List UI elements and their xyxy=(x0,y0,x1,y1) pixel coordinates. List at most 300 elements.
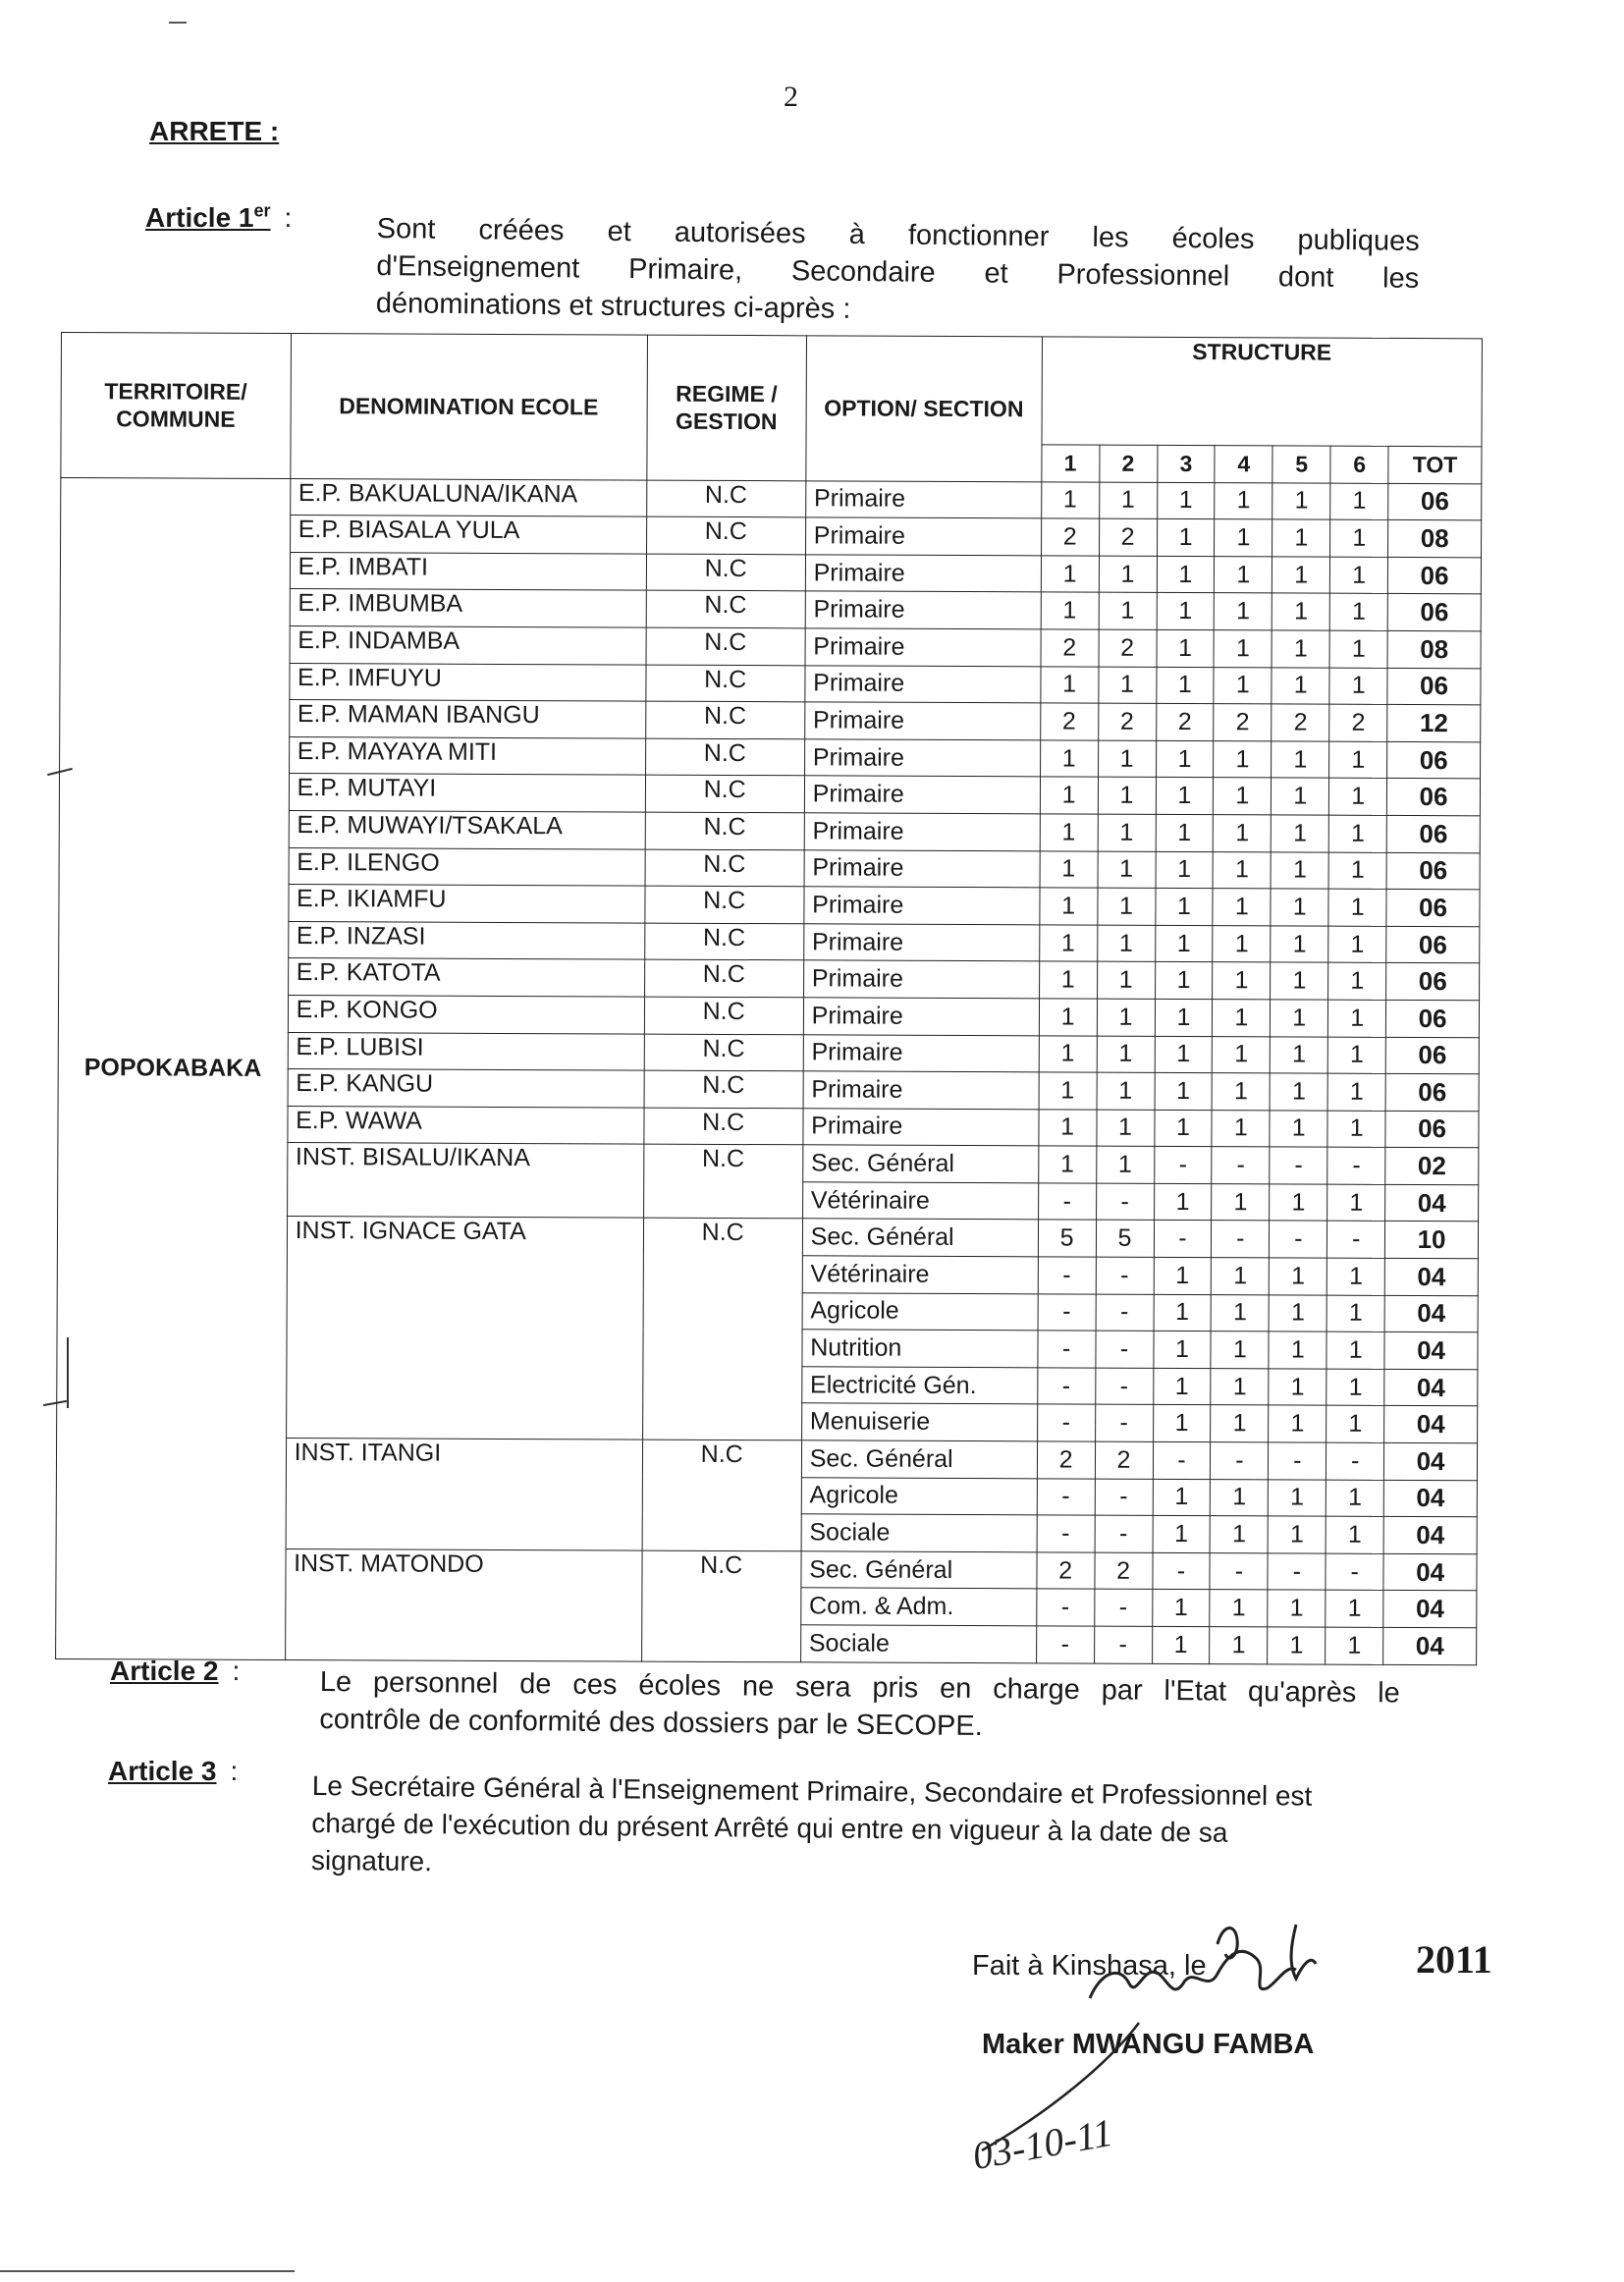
option-cell: Primaire xyxy=(804,702,1040,740)
scan-mark-top xyxy=(169,22,187,24)
article-1-line: Sont créées et autorisées à fonctionner les écoles publiques xyxy=(376,212,1420,257)
option-cell: Primaire xyxy=(805,517,1041,556)
total-cell: 10 xyxy=(1385,1222,1479,1259)
structure-cell-1: 1 xyxy=(1039,1035,1097,1072)
structure-cell-6: 1 xyxy=(1326,1295,1384,1332)
structure-cell-2: 1 xyxy=(1098,814,1156,851)
structure-cell-4: 1 xyxy=(1213,925,1271,962)
regime-cell: N.C xyxy=(646,665,805,702)
structure-cell-1: - xyxy=(1038,1183,1096,1221)
option-cell: Primaire xyxy=(805,628,1041,667)
total-cell: 04 xyxy=(1383,1517,1477,1554)
option-cell: Primaire xyxy=(804,739,1040,778)
structure-cell-2: - xyxy=(1094,1590,1152,1627)
structure-cell-6: 1 xyxy=(1327,1258,1385,1295)
handwritten-date: 03-10-11 xyxy=(969,2109,1116,2179)
school-name-cell: E.P. KATOTA xyxy=(288,958,644,997)
structure-cell-1: - xyxy=(1038,1331,1096,1368)
structure-cell-1: 1 xyxy=(1041,592,1099,629)
structure-cell-3: 1 xyxy=(1157,482,1215,519)
article-1-line: d'Enseignement Primaire, Secondaire et Professionnel dont les xyxy=(376,249,1420,295)
structure-cell-3: - xyxy=(1152,1552,1210,1590)
option-cell: Primaire xyxy=(805,665,1041,703)
structure-cell-2: 1 xyxy=(1097,1036,1155,1073)
structure-cell-6: 1 xyxy=(1327,1184,1385,1222)
total-cell: 06 xyxy=(1385,1111,1479,1148)
structure-cell-5: 1 xyxy=(1272,667,1329,704)
structure-cell-1: 1 xyxy=(1040,777,1098,814)
structure-cell-1: 2 xyxy=(1037,1552,1095,1590)
total-cell: 06 xyxy=(1386,1000,1480,1037)
structure-cell-4: 1 xyxy=(1211,1331,1269,1369)
structure-cell-6: 1 xyxy=(1328,926,1386,963)
structure-cell-5: 1 xyxy=(1268,1590,1326,1627)
structure-cell-5: 1 xyxy=(1271,889,1328,926)
structure-cell-3: 1 xyxy=(1155,925,1213,962)
structure-cell-4: - xyxy=(1211,1442,1269,1480)
header-col-6: 6 xyxy=(1330,446,1388,483)
structure-cell-5: 1 xyxy=(1272,482,1330,519)
structure-cell-5: - xyxy=(1269,1442,1326,1480)
header-regime: REGIME / GESTION xyxy=(647,335,807,480)
structure-cell-3: 1 xyxy=(1156,778,1214,815)
structure-cell-4: 1 xyxy=(1213,889,1271,926)
school-name-cell: E.P. MUTAYI xyxy=(289,774,645,812)
structure-cell-2: 1 xyxy=(1097,999,1155,1036)
structure-cell-5: 1 xyxy=(1270,1073,1327,1111)
structure-cell-1: 1 xyxy=(1040,740,1098,778)
total-cell: 04 xyxy=(1383,1553,1477,1591)
structure-cell-3: 1 xyxy=(1155,999,1213,1036)
structure-cell-3: 1 xyxy=(1154,1294,1212,1331)
structure-cell-5: 1 xyxy=(1272,741,1329,779)
structure-cell-2: 1 xyxy=(1097,961,1155,999)
scan-mark-bottom xyxy=(0,2270,295,2272)
article-2-line: contrôle de conformité des dossiers par le SECOPE. xyxy=(319,1703,983,1743)
total-cell: 08 xyxy=(1387,630,1481,668)
regime-cell: N.C xyxy=(645,886,804,923)
structure-cell-1: 1 xyxy=(1040,814,1098,851)
structure-cell-5: 1 xyxy=(1269,1295,1326,1332)
structure-cell-4: - xyxy=(1212,1221,1270,1258)
structure-cell-2: 1 xyxy=(1096,1146,1154,1183)
total-cell: 04 xyxy=(1384,1369,1478,1406)
total-cell: 06 xyxy=(1386,926,1480,963)
total-cell: 04 xyxy=(1384,1332,1478,1370)
structure-cell-2: 1 xyxy=(1097,1072,1155,1110)
article-3-line: signature. xyxy=(310,1844,433,1877)
structure-cell-1: - xyxy=(1038,1257,1096,1294)
structure-cell-6: 1 xyxy=(1329,594,1387,631)
structure-cell-1: 1 xyxy=(1039,999,1097,1036)
school-name-cell: E.P. IMBATI xyxy=(290,552,646,590)
page-number: 2 xyxy=(784,81,798,113)
structure-cell-4: 1 xyxy=(1215,556,1272,593)
option-cell: Primaire xyxy=(803,924,1039,962)
structure-cell-1: 2 xyxy=(1041,629,1099,667)
structure-cell-5: 1 xyxy=(1270,1258,1327,1295)
structure-cell-2: 1 xyxy=(1096,1110,1154,1147)
structure-cell-4: 1 xyxy=(1214,667,1272,704)
regime-cell: N.C xyxy=(646,627,805,665)
structure-cell-5: 1 xyxy=(1271,926,1328,963)
structure-cell-6: 1 xyxy=(1328,815,1386,852)
structure-cell-4: 1 xyxy=(1215,482,1272,519)
school-name-cell: E.P. WAWA xyxy=(288,1106,644,1144)
structure-cell-5: 1 xyxy=(1272,593,1330,630)
structure-cell-4: - xyxy=(1210,1552,1268,1590)
structure-cell-6: 1 xyxy=(1326,1406,1384,1443)
structure-cell-3: 1 xyxy=(1153,1516,1211,1553)
structure-cell-1: - xyxy=(1036,1589,1094,1626)
article-3-line: chargé de l'exécution du présent Arrêté qui entre en vigueur à la date de sa xyxy=(311,1807,1228,1848)
structure-cell-4: 1 xyxy=(1211,1516,1269,1553)
header-structure: STRUCTURE xyxy=(1042,337,1483,447)
structure-cell-6: - xyxy=(1327,1147,1385,1184)
structure-cell-3: 1 xyxy=(1154,1183,1212,1221)
structure-cell-3: - xyxy=(1154,1221,1212,1258)
total-cell: 04 xyxy=(1385,1184,1479,1222)
structure-cell-6: 1 xyxy=(1326,1591,1383,1628)
structure-cell-2: - xyxy=(1094,1626,1152,1663)
structure-cell-6: 1 xyxy=(1329,778,1387,815)
school-name-cell: INST. BISALU/IKANA xyxy=(287,1143,643,1219)
structure-cell-6: 1 xyxy=(1326,1369,1384,1406)
structure-cell-5: 1 xyxy=(1268,1627,1326,1664)
structure-cell-4: 1 xyxy=(1213,962,1271,1000)
structure-cell-4: 2 xyxy=(1214,704,1272,741)
structure-cell-3: 1 xyxy=(1155,1036,1213,1073)
structure-cell-1: 1 xyxy=(1039,1072,1097,1110)
structure-cell-6: 1 xyxy=(1326,1516,1383,1553)
structure-cell-4: 1 xyxy=(1215,593,1272,630)
option-cell: Sec. Général xyxy=(802,1145,1038,1183)
structure-cell-2: - xyxy=(1095,1368,1153,1405)
article-2-label: Article 2 : xyxy=(110,1656,241,1686)
structure-cell-1: 2 xyxy=(1041,518,1099,556)
total-cell: 06 xyxy=(1387,741,1481,779)
structure-cell-1: - xyxy=(1037,1515,1095,1552)
structure-cell-1: 1 xyxy=(1040,888,1098,925)
structure-cell-1: 5 xyxy=(1038,1220,1096,1257)
header-col-tot: TOT xyxy=(1388,446,1482,483)
option-cell: Sociale xyxy=(800,1625,1036,1663)
structure-cell-2: 2 xyxy=(1099,518,1157,556)
option-cell: Vétérinaire xyxy=(802,1182,1038,1221)
structure-cell-5: 1 xyxy=(1270,1111,1327,1148)
structure-cell-5: 1 xyxy=(1269,1405,1326,1442)
structure-cell-4: 1 xyxy=(1211,1479,1269,1516)
structure-cell-1: 1 xyxy=(1039,961,1097,999)
structure-cell-2: 2 xyxy=(1095,1552,1153,1590)
structure-cell-5: 1 xyxy=(1271,962,1328,1000)
structure-cell-2: - xyxy=(1096,1183,1154,1221)
option-cell: Vétérinaire xyxy=(802,1256,1038,1294)
structure-cell-4: 1 xyxy=(1212,1073,1270,1111)
structure-cell-3: 1 xyxy=(1155,1072,1213,1110)
option-cell: Primaire xyxy=(804,887,1040,925)
regime-cell: N.C xyxy=(644,997,803,1034)
structure-cell-6: 1 xyxy=(1327,1111,1385,1148)
school-name-cell: INST. MATONDO xyxy=(285,1548,642,1660)
school-name-cell: E.P. ILENGO xyxy=(289,847,645,886)
structure-cell-6: 1 xyxy=(1326,1627,1383,1664)
structure-cell-2: 1 xyxy=(1098,740,1156,778)
article-2-text xyxy=(319,1663,1400,1750)
structure-cell-4: 1 xyxy=(1214,740,1272,778)
structure-cell-1: - xyxy=(1038,1294,1096,1331)
structure-cell-3: 1 xyxy=(1157,519,1215,557)
signature-block xyxy=(969,1905,1581,2200)
school-name-cell: E.P. INDAMBA xyxy=(290,625,646,664)
structure-cell-6: - xyxy=(1327,1222,1385,1259)
option-cell: Nutrition xyxy=(802,1330,1038,1368)
total-cell: 04 xyxy=(1384,1295,1478,1332)
school-name-cell: INST. ITANGI xyxy=(286,1439,643,1550)
structure-cell-3: 1 xyxy=(1154,1110,1212,1147)
structure-cell-5: 1 xyxy=(1272,519,1330,557)
option-cell: Primaire xyxy=(803,998,1039,1036)
structure-cell-4: 1 xyxy=(1213,1036,1271,1073)
option-cell: Agricole xyxy=(802,1292,1038,1331)
structure-cell-2: 1 xyxy=(1098,851,1156,889)
structure-cell-6: 1 xyxy=(1329,741,1387,779)
structure-cell-3: 1 xyxy=(1156,740,1214,778)
option-cell: Primaire xyxy=(804,849,1040,888)
school-structure-table xyxy=(55,332,1483,1665)
option-cell: Com. & Adm. xyxy=(800,1588,1036,1626)
structure-cell-6: - xyxy=(1326,1442,1384,1480)
regime-cell: N.C xyxy=(642,1219,802,1440)
total-cell: 06 xyxy=(1388,557,1482,594)
structure-cell-4: 1 xyxy=(1214,630,1272,668)
structure-cell-3: 1 xyxy=(1153,1405,1211,1442)
structure-cell-5: 1 xyxy=(1269,1331,1326,1369)
total-cell: 06 xyxy=(1386,815,1480,852)
school-name-cell: INST. IGNACE GATA xyxy=(286,1217,643,1440)
structure-cell-3: 1 xyxy=(1157,629,1215,667)
header-territoire: TERRITOIRE/ COMMUNE xyxy=(61,333,291,479)
school-name-cell: E.P. KANGU xyxy=(288,1069,644,1108)
regime-cell: N.C xyxy=(644,1034,803,1071)
structure-cell-2: 2 xyxy=(1095,1441,1153,1479)
structure-cell-5: 1 xyxy=(1271,851,1328,889)
structure-cell-2: - xyxy=(1095,1515,1153,1552)
total-cell: 04 xyxy=(1384,1442,1478,1480)
structure-cell-5: 1 xyxy=(1269,1480,1326,1517)
regime-cell: N.C xyxy=(645,849,804,887)
table-row xyxy=(61,477,1482,520)
structure-cell-5: 1 xyxy=(1269,1369,1326,1406)
header-option: OPTION/ SECTION xyxy=(806,336,1043,482)
option-cell: Primaire xyxy=(803,1034,1039,1072)
structure-cell-1: 1 xyxy=(1038,1146,1096,1183)
structure-cell-4: 1 xyxy=(1212,1110,1270,1147)
header-denomination: DENOMINATION ECOLE xyxy=(290,334,647,480)
option-cell: Sociale xyxy=(801,1514,1037,1552)
option-cell: Primaire xyxy=(803,960,1039,999)
structure-cell-2: - xyxy=(1095,1479,1153,1516)
structure-cell-4: 1 xyxy=(1212,1294,1270,1331)
regime-cell: N.C xyxy=(644,1108,803,1145)
structure-cell-6: 1 xyxy=(1330,557,1388,594)
option-cell: Primaire xyxy=(803,1108,1039,1146)
structure-cell-4: 1 xyxy=(1210,1590,1268,1627)
structure-cell-2: - xyxy=(1096,1294,1154,1331)
school-name-cell: E.P. BIASALA YULA xyxy=(290,516,646,554)
regime-cell: N.C xyxy=(645,775,804,812)
structure-cell-2: 2 xyxy=(1099,629,1157,667)
header-col-4: 4 xyxy=(1215,446,1272,483)
regime-cell: N.C xyxy=(643,1144,802,1219)
structure-cell-5: 1 xyxy=(1272,630,1329,668)
structure-cell-4: 1 xyxy=(1212,1258,1270,1295)
total-cell: 06 xyxy=(1386,890,1480,927)
structure-cell-5: - xyxy=(1270,1147,1327,1184)
article-3-label: Article 3 : xyxy=(108,1756,239,1786)
structure-cell-4: - xyxy=(1212,1147,1270,1184)
school-name-cell: E.P. MUWAYI/TSAKALA xyxy=(289,810,645,848)
structure-cell-2: 1 xyxy=(1099,592,1157,629)
structure-cell-5: - xyxy=(1268,1553,1326,1591)
total-cell: 06 xyxy=(1386,963,1480,1001)
regime-cell: N.C xyxy=(642,1440,802,1550)
structure-cell-3: 1 xyxy=(1153,1331,1211,1369)
school-name-cell: E.P. IKIAMFU xyxy=(288,885,644,923)
total-cell: 06 xyxy=(1385,1073,1479,1111)
structure-cell-3: - xyxy=(1154,1147,1212,1184)
structure-cell-3: 1 xyxy=(1155,888,1213,925)
option-cell: Primaire xyxy=(805,591,1041,629)
total-cell: 06 xyxy=(1386,852,1480,890)
structure-cell-3: 1 xyxy=(1155,962,1213,1000)
structure-cell-3: 2 xyxy=(1156,704,1214,741)
total-cell: 02 xyxy=(1385,1148,1479,1185)
school-name-cell: E.P. IMFUYU xyxy=(289,663,645,701)
structure-cell-4: 1 xyxy=(1213,1000,1271,1037)
school-name-cell: E.P. IMBUMBA xyxy=(290,589,646,627)
structure-cell-2: 5 xyxy=(1096,1221,1154,1258)
structure-cell-5: 1 xyxy=(1268,1516,1326,1553)
school-name-cell: E.P. MAYAYA MITI xyxy=(289,736,645,775)
structure-cell-1: - xyxy=(1036,1626,1094,1663)
structure-cell-1: 1 xyxy=(1039,925,1097,962)
option-cell: Primaire xyxy=(804,813,1040,851)
option-cell: Sec. Général xyxy=(801,1551,1037,1590)
place-date-line: Fait à Kinshasa, le xyxy=(972,1950,1207,1982)
school-name-cell: E.P. MAMAN IBANGU xyxy=(289,700,645,738)
structure-cell-1: - xyxy=(1037,1478,1095,1515)
structure-cell-5: 2 xyxy=(1272,704,1329,741)
structure-cell-2: 1 xyxy=(1098,667,1156,704)
structure-cell-1: - xyxy=(1037,1368,1095,1405)
structure-cell-4: 1 xyxy=(1215,519,1272,557)
structure-cell-5: - xyxy=(1270,1221,1327,1258)
structure-cell-1: 2 xyxy=(1040,703,1098,740)
structure-cell-6: 1 xyxy=(1328,889,1386,926)
total-cell: 04 xyxy=(1383,1591,1477,1628)
total-cell: 08 xyxy=(1388,520,1482,558)
regime-cell: N.C xyxy=(644,959,803,997)
structure-cell-6: 1 xyxy=(1328,852,1386,890)
structure-cell-2: - xyxy=(1096,1331,1154,1368)
option-cell: Sec. Général xyxy=(801,1440,1037,1479)
structure-cell-3: 1 xyxy=(1152,1626,1210,1663)
structure-cell-1: 1 xyxy=(1041,666,1099,703)
structure-cell-4: 1 xyxy=(1212,1183,1270,1221)
structure-cell-4: 1 xyxy=(1214,778,1272,815)
structure-cell-2: 1 xyxy=(1098,777,1156,814)
structure-cell-3: 1 xyxy=(1156,667,1214,704)
school-name-cell: E.P. INZASI xyxy=(288,921,644,959)
structure-cell-3: 1 xyxy=(1156,851,1214,889)
option-cell: Electricité Gén. xyxy=(801,1367,1037,1405)
structure-cell-1: - xyxy=(1037,1404,1095,1441)
regime-cell: N.C xyxy=(646,516,805,554)
option-cell: Menuiserie xyxy=(801,1403,1037,1441)
structure-cell-3: 1 xyxy=(1152,1590,1210,1627)
header-col-3: 3 xyxy=(1157,445,1215,482)
article-1-label: Article 1er : xyxy=(145,201,293,234)
structure-cell-5: 1 xyxy=(1271,1000,1328,1037)
article-2-line: Le personnel de ces écoles ne sera pris en charge par l'Etat qu'après le xyxy=(319,1665,1400,1710)
structure-cell-2: 2 xyxy=(1098,703,1156,740)
total-cell: 04 xyxy=(1383,1627,1477,1664)
total-cell: 04 xyxy=(1384,1258,1478,1295)
total-cell: 04 xyxy=(1383,1480,1477,1517)
structure-cell-4: 1 xyxy=(1211,1368,1269,1405)
structure-cell-4: 1 xyxy=(1214,815,1272,852)
structure-cell-6: 1 xyxy=(1330,519,1388,557)
option-cell: Sec. Général xyxy=(802,1219,1038,1257)
total-cell: 12 xyxy=(1387,705,1481,742)
structure-cell-1: 1 xyxy=(1039,1110,1097,1147)
option-cell: Primaire xyxy=(805,555,1041,593)
arrete-heading: ARRETE : xyxy=(149,116,280,146)
option-cell: Primaire xyxy=(803,1071,1039,1110)
regime-cell: N.C xyxy=(645,738,804,776)
structure-cell-6: 1 xyxy=(1326,1480,1384,1517)
structure-cell-2: - xyxy=(1096,1257,1154,1294)
option-cell: Primaire xyxy=(804,776,1040,814)
structure-cell-3: 1 xyxy=(1153,1368,1211,1405)
article-3-line: Le Secrétaire Général à l'Enseignement Primaire, Secondaire et Professionnel est xyxy=(311,1769,1313,1812)
regime-cell: N.C xyxy=(646,590,805,627)
total-cell: 04 xyxy=(1384,1406,1478,1443)
regime-cell: N.C xyxy=(645,812,804,849)
structure-cell-2: - xyxy=(1095,1405,1153,1442)
regime-cell: N.C xyxy=(645,701,804,738)
structure-cell-1: 2 xyxy=(1037,1441,1095,1479)
article-3-text xyxy=(311,1767,1392,1891)
structure-cell-6: 1 xyxy=(1327,1037,1385,1074)
structure-cell-4: 1 xyxy=(1211,1405,1269,1442)
structure-cell-6: 1 xyxy=(1326,1331,1384,1369)
structure-cell-2: 1 xyxy=(1099,556,1157,593)
signatory-name: Maker MWANGU FAMBA xyxy=(982,2029,1315,2060)
header-col-5: 5 xyxy=(1272,446,1330,483)
total-cell: 06 xyxy=(1385,1037,1479,1074)
article-1-line: dénominations et structures ci-après : xyxy=(375,287,851,325)
regime-cell: N.C xyxy=(646,480,805,517)
structure-cell-1: 1 xyxy=(1040,850,1098,888)
structure-cell-6: 1 xyxy=(1330,483,1388,520)
total-cell: 06 xyxy=(1387,668,1481,705)
structure-cell-4: 1 xyxy=(1213,851,1271,889)
structure-cell-1: 1 xyxy=(1041,481,1099,518)
regime-cell: N.C xyxy=(646,554,805,591)
structure-cell-2: 1 xyxy=(1097,888,1155,925)
